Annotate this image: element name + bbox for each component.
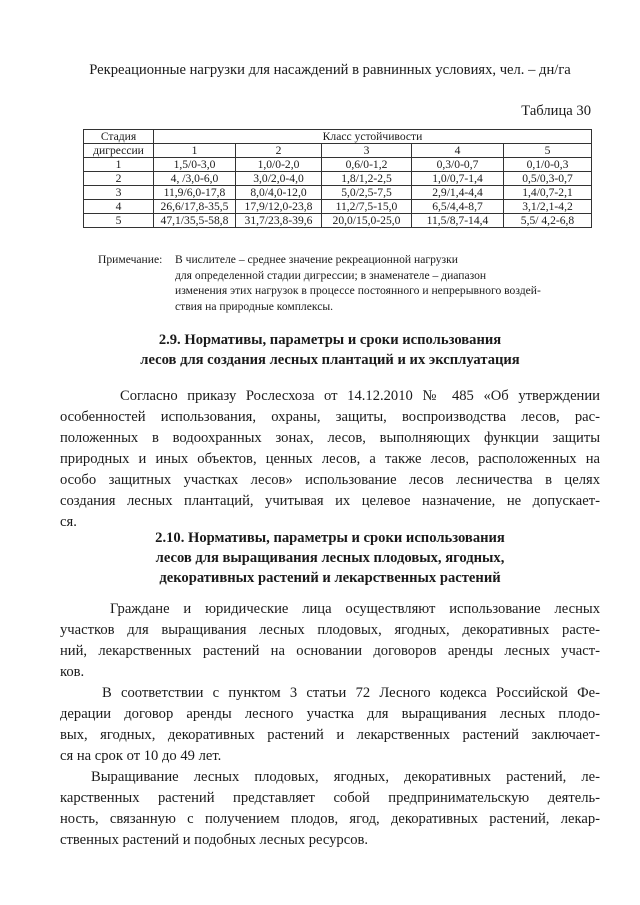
heading-line: лесов для создания лесных плантаций и их эксплуатация <box>140 352 520 368</box>
note-label: Примечание: <box>98 253 163 266</box>
table-cell: 31,7/23,8-39,6 <box>236 214 322 228</box>
section-2-10-heading <box>60 528 600 588</box>
paragraph-line: создания лесных плантаций, учитывая их целевое назначение, не допускает- <box>60 493 600 509</box>
paragraph-line: Выращивание лесных плодовых, ягодных, декоративных растений, ле- <box>91 769 600 785</box>
section-2-9-heading <box>60 330 600 370</box>
table-row <box>84 200 592 214</box>
stage-cell: 2 <box>84 172 154 186</box>
paragraph-line: особо защитных участках лесов» использование лесов лесничества в целях <box>60 472 600 488</box>
table-cell: 1,4/0,7-2,1 <box>504 186 592 200</box>
table-cell: 0,3/0-0,7 <box>412 158 504 172</box>
heading-line: декоративных растений и лекарственных растений <box>159 570 501 586</box>
table-cell: 1,5/0-3,0 <box>154 158 236 172</box>
table-cell: 3,0/2,0-4,0 <box>236 172 322 186</box>
table-row <box>84 186 592 200</box>
note-line: ствия на природные комплексы. <box>175 299 334 313</box>
paragraph-line: дерации договор аренды лесного участка для выращивания лесных плодо- <box>60 706 600 722</box>
table-cell: 11,5/8,7-14,4 <box>412 214 504 228</box>
table-number: Таблица 30 <box>521 103 591 119</box>
paragraph-line: карственных растений представляет собой предпринимательскую деятель- <box>60 790 600 806</box>
stage-cell: 4 <box>84 200 154 214</box>
stage-cell: 1 <box>84 158 154 172</box>
header-class-5: 5 <box>504 144 592 158</box>
paragraph-line: вых, ягодных, декоративных растений и лекарственных растений заключает- <box>60 727 600 743</box>
table-cell: 1,0/0,7-1,4 <box>412 172 504 186</box>
table-cell: 0,5/0,3-0,7 <box>504 172 592 186</box>
paragraph-line: положенных в водоохранных зонах, лесов, выполняющих функции защиты <box>60 430 600 446</box>
table-cell: 47,1/35,5-58,8 <box>154 214 236 228</box>
note-line: В числителе – среднее значение рекреационной нагрузки <box>175 253 458 266</box>
header-stage-cell: Стадия <box>84 130 154 144</box>
section-2-9-paragraph <box>60 386 600 533</box>
table-cell: 5,0/2,5-7,5 <box>322 186 412 200</box>
header-stage-cell-2: дигрессии <box>84 144 154 158</box>
paragraph-line: Согласно приказу Рослесхоза от 14.12.2010 № 485 «Об утверждении <box>120 388 600 404</box>
note-line: для определенной стадии дигрессии; в знаменателе – диапазон <box>175 268 487 282</box>
paragraph-line: ся на срок от 10 до 49 лет. <box>60 748 222 764</box>
table-cell: 26,6/17,8-35,5 <box>154 200 236 214</box>
table-cell: 4, /3,0-6,0 <box>154 172 236 186</box>
table-header-row <box>84 130 592 144</box>
table-cell: 8,0/4,0-12,0 <box>236 186 322 200</box>
paragraph-line: ственных растений и подобных лесных ресурсов. <box>60 832 369 848</box>
section-2-10-paragraph-1 <box>60 599 600 683</box>
section-2-10-paragraph-2 <box>60 683 600 767</box>
stage-cell: 5 <box>84 214 154 228</box>
table-cell: 11,2/7,5-15,0 <box>322 200 412 214</box>
paragraph-line: ков. <box>60 664 85 680</box>
paragraph-line: ний, лекарственных растений на основании договоров аренды лесных участ- <box>60 643 600 659</box>
table-row <box>84 214 592 228</box>
table-subheader-row <box>84 144 592 158</box>
recreation-load-table <box>83 129 592 228</box>
paragraph-line: ся. <box>60 514 77 530</box>
table-cell: 0,1/0-0,3 <box>504 158 592 172</box>
table-cell: 3,1/2,1-4,2 <box>504 200 592 214</box>
heading-line: 2.10. Нормативы, параметры и сроки использования <box>155 530 505 546</box>
heading-line: 2.9. Нормативы, параметры и сроки использования <box>158 332 502 348</box>
paragraph-line: В соответствии с пунктом 3 статьи 72 Лесного кодекса Российской Фе- <box>102 685 600 701</box>
header-class-group: Класс устойчивости <box>154 130 592 144</box>
paragraph-line: природных и иных объектов, ценных лесов, а также лесов, расположенных на <box>60 451 600 467</box>
table-cell: 6,5/4,4-8,7 <box>412 200 504 214</box>
header-class-3: 3 <box>322 144 412 158</box>
stage-cell: 3 <box>84 186 154 200</box>
header-class-2: 2 <box>236 144 322 158</box>
heading-line: лесов для выращивания лесных плодовых, ягодных, <box>155 550 505 566</box>
table-cell: 1,0/0-2,0 <box>236 158 322 172</box>
paragraph-line: ность, связанную с получением плодов, ягод, декоративных растений, лекар- <box>60 811 600 827</box>
header-class-1: 1 <box>154 144 236 158</box>
table-row <box>84 158 592 172</box>
table-cell: 11,9/6,0-17,8 <box>154 186 236 200</box>
paragraph-line: особенностей использования, охраны, защиты, воспроизводства лесов, рас- <box>60 409 600 425</box>
section-2-10-paragraph-3 <box>60 767 600 851</box>
paragraph-line: участков для выращивания лесных плодовых, ягодных, декоративных расте- <box>60 622 600 638</box>
note-text <box>175 252 600 314</box>
table-cell: 20,0/15,0-25,0 <box>322 214 412 228</box>
table-cell: 2,9/1,4-4,4 <box>412 186 504 200</box>
table-caption: Рекреационные нагрузки для насаждений в равнинных условиях, чел. – дн/га <box>89 62 571 78</box>
header-class-4: 4 <box>412 144 504 158</box>
paragraph-line: Граждане и юридические лица осуществляют использование лесных <box>110 601 600 617</box>
table-cell: 0,6/0-1,2 <box>322 158 412 172</box>
table-cell: 5,5/ 4,2-6,8 <box>504 214 592 228</box>
note-line: изменения этих нагрузок в процессе постоянного и непрерывного воздей- <box>175 284 541 297</box>
table-cell: 17,9/12,0-23,8 <box>236 200 322 214</box>
table-row <box>84 172 592 186</box>
table-cell: 1,8/1,2-2,5 <box>322 172 412 186</box>
